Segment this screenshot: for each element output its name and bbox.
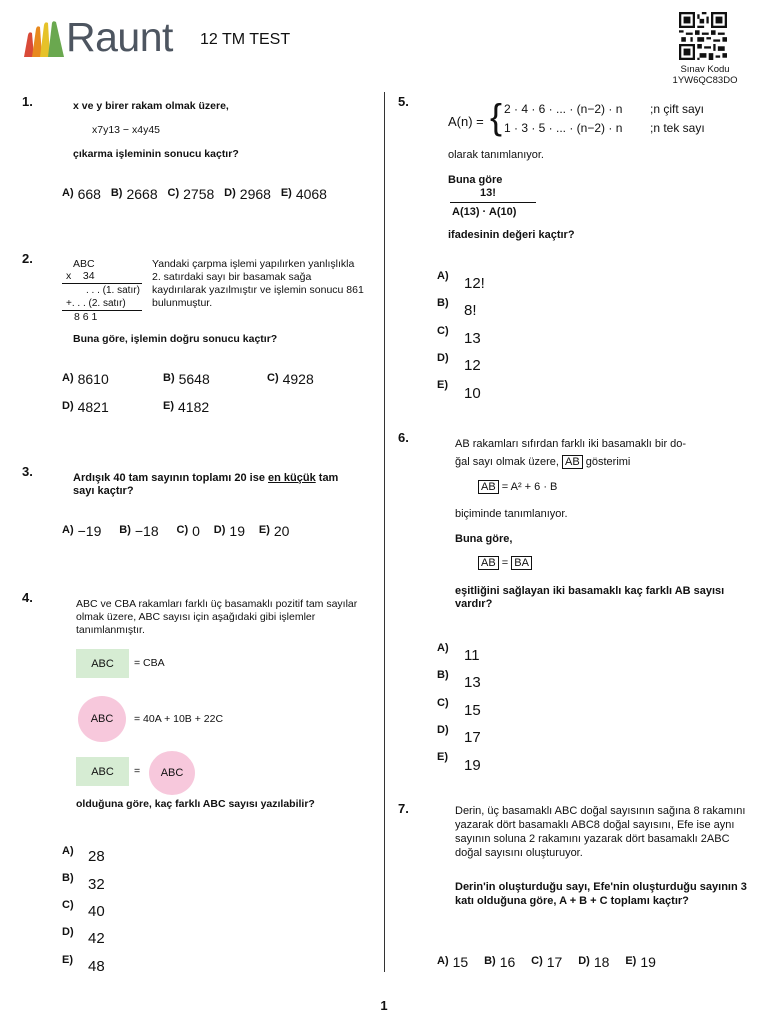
q6-option-a-letter[interactable]: A) bbox=[437, 642, 449, 654]
q1-options bbox=[62, 186, 327, 202]
q5-option-a-letter[interactable]: A) bbox=[437, 270, 449, 282]
q3-option-c[interactable]: $^{C)}$ 0 bbox=[176, 523, 200, 539]
q5-option-d-value[interactable]: 12 bbox=[464, 357, 481, 374]
q6-definition: AB = A² + 6 · B bbox=[478, 481, 557, 494]
exam-code-label: Sınav Kodu bbox=[680, 64, 730, 75]
qr-code-icon bbox=[679, 12, 727, 60]
q1-option-e[interactable]: $^{E)}$ 4068 bbox=[280, 186, 327, 202]
q4-option-b-value[interactable]: 32 bbox=[88, 876, 105, 893]
q7-option-d[interactable]: $^{D)}$ 18 bbox=[578, 954, 610, 970]
q1-option-d[interactable]: $^{D)}$ 2968 bbox=[224, 186, 271, 202]
q6-question: eşitliğini sağlayan iki basamaklı kaç farklı AB sayısı vardır? bbox=[455, 585, 725, 610]
q6-defined: biçiminde tanımlanıyor. bbox=[455, 508, 568, 520]
q6-ab-box: AB bbox=[562, 455, 583, 469]
q5-case-2: 1 · 3 · 5 · ... · (n−2) · n bbox=[504, 121, 623, 135]
question-number-6: 6. bbox=[398, 430, 409, 445]
exam-code bbox=[660, 64, 750, 86]
q4-option-e-letter[interactable]: E) bbox=[62, 954, 73, 966]
q3-question: Ardışık 40 tam sayının toplamı 20 ise en küçük tam sayı kaçtır? bbox=[73, 472, 339, 497]
q1-premise: x ve y birer rakam olmak üzere, bbox=[73, 100, 229, 112]
q6-line-1: AB rakamları sıfırdan farklı iki basamaklı bir do- bbox=[455, 438, 687, 450]
q6-option-d-value[interactable]: 17 bbox=[464, 729, 481, 746]
q6-option-b-letter[interactable]: B) bbox=[437, 669, 449, 681]
q4-definition-2: = 40A + 10B + 22C bbox=[134, 713, 224, 725]
q6-ba-box: BA bbox=[511, 556, 532, 570]
q6-line-2: ğal sayı olmak üzere, AB gösterimi bbox=[455, 456, 631, 468]
q5-condition-2: ;n tek sayı bbox=[650, 121, 705, 135]
q4-option-a-value[interactable]: 28 bbox=[88, 848, 105, 865]
q4-pink-circle-2: ABC bbox=[149, 751, 195, 795]
q6-buna-gore: Buna göre, bbox=[455, 533, 513, 545]
q4-equals: = bbox=[134, 765, 141, 777]
q2-option-b[interactable]: $^{B)}$ 5648 bbox=[163, 371, 210, 387]
question-number-4: 4. bbox=[22, 590, 33, 605]
q5-denominator: A(13) · A(10) bbox=[452, 206, 517, 218]
q2-row-2: +. . . (2. satır) bbox=[66, 298, 126, 309]
q2-option-e[interactable]: $^{E)}$ 4182 bbox=[163, 399, 210, 415]
q4-option-b-letter[interactable]: B) bbox=[62, 872, 74, 884]
q2-option-a[interactable]: $^{A)}$ 8610 bbox=[62, 371, 109, 387]
q1-option-a[interactable]: $^{A)}$ 668 bbox=[62, 186, 101, 202]
q5-option-a-value[interactable]: 12! bbox=[464, 275, 485, 292]
q5-lhs: A(n) = bbox=[448, 114, 484, 129]
q4-option-e-value[interactable]: 48 bbox=[88, 958, 105, 975]
q7-question: Derin'in oluşturduğu sayı, Efe'nin oluşturduğu sayının 3 katı olduğuna göre, A + B + C toplamı kaçtır? bbox=[455, 881, 747, 907]
q6-ab-box-def: AB bbox=[478, 480, 499, 494]
test-title: 12 TM TEST bbox=[200, 31, 291, 48]
q6-option-e-letter[interactable]: E) bbox=[437, 751, 448, 763]
q6-option-a-value[interactable]: 11 bbox=[464, 647, 480, 664]
q3-option-b[interactable]: $^{B)}$ −18 bbox=[119, 523, 159, 539]
q7-option-a[interactable]: $^{A)}$ 15 bbox=[437, 954, 469, 970]
q4-pink-circle-1: ABC bbox=[78, 696, 126, 742]
question-number-5: 5. bbox=[398, 94, 409, 109]
q5-option-e-value[interactable]: 10 bbox=[464, 385, 481, 402]
q7-description: Derin, üç basamaklı ABC doğal sayısının sağına 8 rakamını yazarak dört basamaklı ABC8 doğal sayısını, Efe ise aynı sayının soluna 2 rakamını yazarak dört basamaklı 2ABC doğal sayısını oluşturuyor. bbox=[455, 805, 746, 859]
q3-option-e[interactable]: $^{E)}$ 20 bbox=[258, 523, 290, 539]
q7-option-b[interactable]: $^{B)}$ 16 bbox=[484, 954, 516, 970]
exam-code-value: 1YW6QC83DO bbox=[672, 75, 738, 86]
q3-options bbox=[62, 523, 289, 539]
q7-option-c[interactable]: $^{C)}$ 17 bbox=[531, 954, 563, 970]
q6-equation: AB = BA bbox=[478, 557, 532, 570]
q5-option-b-letter[interactable]: B) bbox=[437, 297, 449, 309]
q5-option-d-letter[interactable]: D) bbox=[437, 352, 449, 364]
q1-question: çıkarma işleminin sonucu kaçtır? bbox=[73, 148, 239, 160]
q7-option-e[interactable]: $^{E)}$ 19 bbox=[625, 954, 656, 970]
brand-name: Raunt bbox=[66, 14, 173, 60]
q4-option-c-value[interactable]: 40 bbox=[88, 903, 105, 920]
q1-option-b[interactable]: $^{B)}$ 2668 bbox=[110, 186, 158, 202]
q4-description: ABC ve CBA rakamları farklı üç basamaklı pozitif tam sayılar olmak üzere, ABC sayısı için aşağıdaki gibi işlemler tanımlanmıştır. bbox=[76, 598, 358, 636]
q5-brace: { bbox=[490, 96, 503, 137]
q2-multiplier: x 34 bbox=[66, 270, 95, 282]
column-divider bbox=[384, 92, 385, 972]
q2-description: Yandaki çarpma işlemi yapılırken yanlışlıkla 2. satırdaki sayı bir basamak sağa kaydırılarak yazılmıştır ve işlemin sonucu 861 bulunmuştur. bbox=[152, 258, 364, 309]
q5-defined: olarak tanımlanıyor. bbox=[448, 149, 544, 161]
question-number-7: 7. bbox=[398, 801, 409, 816]
q6-ab-box-eq: AB bbox=[478, 556, 499, 570]
q1-expression: x7y13 − x4y45 bbox=[92, 124, 161, 136]
q4-green-box-2: ABC bbox=[76, 757, 129, 786]
q2-multiplicand: ABC bbox=[73, 258, 95, 270]
q4-option-a-letter[interactable]: A) bbox=[62, 845, 74, 857]
q1-option-c[interactable]: $^{C)}$ 2758 bbox=[167, 186, 215, 202]
q6-option-e-value[interactable]: 19 bbox=[464, 757, 481, 774]
question-number-3: 3. bbox=[22, 464, 33, 479]
q3-option-d[interactable]: $^{D)}$ 19 bbox=[213, 523, 245, 539]
q6-option-c-value[interactable]: 15 bbox=[464, 702, 481, 719]
q5-case-1: 2 · 4 · 6 · ... · (n−2) · n bbox=[504, 102, 623, 116]
q4-definition-1: = CBA bbox=[134, 657, 165, 669]
q2-result: 8 6 1 bbox=[74, 311, 98, 323]
q5-option-c-letter[interactable]: C) bbox=[437, 325, 449, 337]
q6-option-b-value[interactable]: 13 bbox=[464, 674, 481, 691]
q4-question: olduğuna göre, kaç farklı ABC sayısı yazılabilir? bbox=[76, 798, 315, 810]
q6-option-c-letter[interactable]: C) bbox=[437, 697, 449, 709]
q3-option-a[interactable]: $^{A)}$ −19 bbox=[62, 523, 102, 539]
q2-option-d[interactable]: $^{D)}$ 4821 bbox=[62, 399, 109, 415]
q5-question: ifadesinin değeri kaçtır? bbox=[448, 229, 575, 241]
q5-buna-gore: Buna göre bbox=[448, 174, 503, 186]
question-number-2: 2. bbox=[22, 251, 33, 266]
q2-row-1: . . . (1. satır) bbox=[86, 285, 140, 296]
question-number-1: 1. bbox=[22, 94, 33, 109]
q6-option-d-letter[interactable]: D) bbox=[437, 724, 449, 736]
q5-option-e-letter[interactable]: E) bbox=[437, 379, 448, 391]
q5-fraction-line bbox=[450, 202, 536, 203]
raunt-logo-icon bbox=[22, 21, 66, 59]
q5-option-b-value[interactable]: 8! bbox=[464, 302, 477, 319]
q4-option-d-value[interactable]: 42 bbox=[88, 930, 105, 947]
q4-option-c-letter[interactable]: C) bbox=[62, 899, 74, 911]
brand-logo bbox=[22, 14, 197, 62]
q5-option-c-value[interactable]: 13 bbox=[464, 330, 481, 347]
q2-option-c[interactable]: $^{C)}$ 4928 bbox=[267, 371, 314, 387]
q5-condition-1: ;n çift sayı bbox=[650, 102, 705, 116]
q2-question: Buna göre, işlemin doğru sonucu kaçtır? bbox=[73, 333, 278, 345]
q5-numerator: 13! bbox=[480, 187, 496, 199]
q4-green-box-1: ABC bbox=[76, 649, 129, 678]
page-number: 1 bbox=[380, 998, 388, 1013]
q4-option-d-letter[interactable]: D) bbox=[62, 926, 74, 938]
q7-options bbox=[437, 954, 656, 970]
